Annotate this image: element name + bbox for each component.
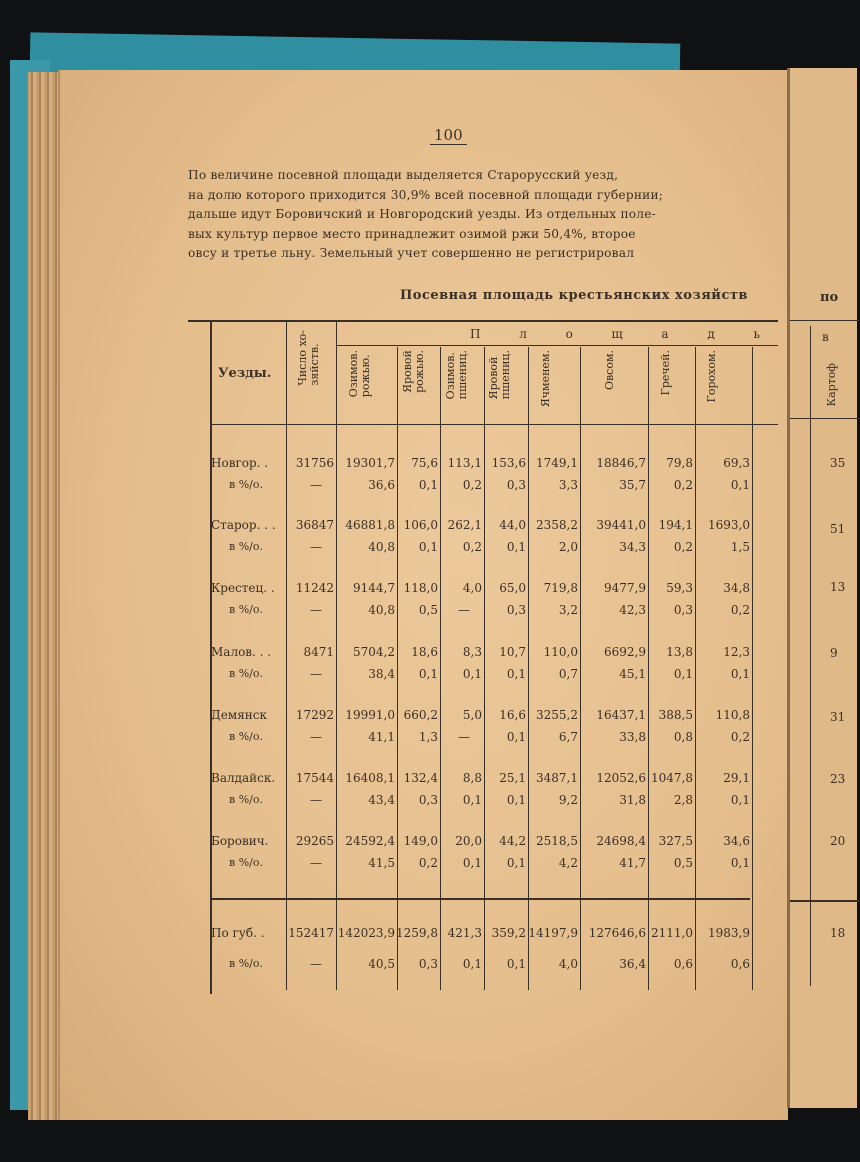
table-cell: 24592,4 — [345, 834, 395, 848]
district-label: Крестец. . — [211, 581, 275, 595]
column-header: Ячменем. — [539, 350, 552, 408]
facing-column-header: Картоф — [825, 363, 838, 407]
percent-cell: 3,3 — [558, 478, 578, 492]
table-cell: 1259,8 — [396, 926, 438, 940]
table-cell: 18,6 — [411, 645, 438, 659]
table-cell: 46881,8 — [345, 518, 395, 532]
percent-cell: 45,1 — [619, 667, 646, 681]
percent-cell: 0,1 — [730, 793, 750, 807]
percent-label: в %/о. — [229, 856, 263, 869]
spanning-letter: ь — [753, 327, 760, 341]
table-cell: 44,0 — [499, 518, 526, 532]
paragraph-line: на долю которого приходится 30,9% всей посевной площади губернии; — [188, 187, 664, 202]
table-cell: 2111,0 — [651, 926, 693, 940]
percent-cell: 3,2 — [558, 603, 578, 617]
percent-cell: 0,1 — [462, 667, 482, 681]
percent-cell: 38,4 — [368, 667, 395, 681]
paragraph-line: По величине посевной площади выделяется Старорусский уезд, — [188, 168, 619, 182]
column-line — [484, 347, 485, 990]
table-cell: 17292 — [295, 708, 334, 722]
table-cell: 34,6 — [723, 834, 750, 848]
percent-cell: 33,8 — [619, 730, 646, 744]
district-label: Новгор. . — [211, 456, 269, 470]
percent-cell: 0,1 — [418, 540, 438, 554]
table-cell: 2518,5 — [536, 834, 578, 848]
facing-page-subheading: в — [822, 330, 833, 344]
table-cell: 13,8 — [666, 645, 693, 659]
percent-cell: — — [310, 730, 322, 744]
facing-value: 23 — [830, 772, 846, 786]
district-label: Валдайск. — [211, 771, 276, 785]
facing-value: 9 — [830, 646, 838, 660]
percent-cell: 41,5 — [368, 856, 395, 870]
percent-cell: 0,1 — [506, 856, 526, 870]
percent-cell: — — [310, 856, 322, 870]
table-cell: 327,5 — [658, 834, 693, 848]
table-top-rule — [188, 320, 778, 322]
percent-cell: 35,7 — [619, 478, 646, 492]
percent-cell: — — [310, 540, 322, 554]
table-cell: 12052,6 — [596, 771, 646, 785]
percent-label: в %/о. — [229, 957, 263, 970]
spanning-letter: о — [565, 327, 573, 341]
percent-cell: 0,1 — [673, 667, 693, 681]
percent-cell: 0,7 — [558, 667, 578, 681]
percent-cell: 0,3 — [418, 793, 438, 807]
page-number: 100 — [430, 126, 467, 145]
table-cell: 39441,0 — [596, 518, 646, 532]
table-cell: 25,1 — [499, 771, 526, 785]
percent-cell: — — [310, 603, 322, 617]
percent-cell: 36,4 — [619, 957, 646, 971]
table-cell: 5704,2 — [353, 645, 395, 659]
table-cell: 127646,6 — [588, 926, 646, 940]
table-cell: 69,3 — [723, 456, 750, 470]
table-cell: 59,3 — [666, 581, 693, 595]
table-cell: 6692,9 — [604, 645, 646, 659]
percent-cell: — — [458, 730, 470, 744]
percent-cell: 0,1 — [506, 667, 526, 681]
percent-cell: 1,5 — [730, 540, 750, 554]
percent-cell: 6,7 — [558, 730, 578, 744]
percent-cell: 0,2 — [673, 540, 693, 554]
facing-page-heading: по — [820, 290, 839, 305]
table-cell: 10,7 — [499, 645, 526, 659]
percent-cell: 0,1 — [506, 957, 526, 971]
percent-cell: 0,6 — [673, 957, 693, 971]
header-bottom-rule — [210, 424, 778, 425]
table-cell: 719,8 — [543, 581, 578, 595]
spanning-header — [470, 327, 760, 341]
spanning-header-rule — [336, 345, 778, 346]
percent-cell: 2,8 — [673, 793, 693, 807]
percent-cell: 0,6 — [730, 957, 750, 971]
spanning-letter: П — [470, 327, 481, 341]
facing-value: 20 — [830, 834, 846, 848]
table-cell: 194,1 — [658, 518, 693, 532]
percent-cell: 36,6 — [368, 478, 395, 492]
column-line — [695, 347, 696, 990]
column-header: Число хо- зяйств. — [296, 330, 321, 386]
table-cell: 4,0 — [462, 581, 482, 595]
spanning-letter: л — [519, 327, 527, 341]
table-cell: 388,5 — [658, 708, 693, 722]
percent-cell: 31,8 — [619, 793, 646, 807]
column-line — [528, 347, 529, 990]
percent-cell: 0,1 — [418, 478, 438, 492]
table-cell: 118,0 — [403, 581, 438, 595]
percent-cell: 41,1 — [368, 730, 395, 744]
column-header: Яровой рожью. — [401, 350, 426, 393]
facing-value: 18 — [830, 926, 846, 940]
table-cell: 132,4 — [403, 771, 438, 785]
percent-label: в %/о. — [229, 793, 263, 806]
percent-cell: 0,1 — [506, 730, 526, 744]
percent-cell: 0,8 — [673, 730, 693, 744]
table-cell: 75,6 — [411, 456, 438, 470]
percent-cell: 0,3 — [506, 478, 526, 492]
column-header: Горохом. — [705, 350, 718, 403]
percent-label: в %/о. — [229, 730, 263, 743]
table-cell: 110,0 — [543, 645, 578, 659]
table-cell: 262,1 — [447, 518, 482, 532]
percent-cell: 0,3 — [673, 603, 693, 617]
column-header: Озимов. рожью. — [347, 350, 372, 398]
percent-cell: 2,0 — [558, 540, 578, 554]
column-line — [336, 322, 337, 990]
column-line — [397, 347, 398, 990]
percent-cell: 40,8 — [368, 540, 395, 554]
paragraph-line: вых культур первое место принадлежит озимой ржи 50,4%, второе — [188, 226, 636, 241]
percent-cell: 0,3 — [506, 603, 526, 617]
percent-label: в %/о. — [229, 603, 263, 616]
table-cell: 8,8 — [462, 771, 482, 785]
table-cell: 29,1 — [723, 771, 750, 785]
percent-cell: 0,1 — [730, 478, 750, 492]
total-label: По губ. . — [211, 926, 265, 940]
table-cell: 29265 — [295, 834, 334, 848]
percent-cell: — — [310, 667, 322, 681]
table-cell: 19301,7 — [345, 456, 395, 470]
column-header: Озимов. пшениц. — [444, 350, 469, 400]
table-cell: 17544 — [295, 771, 334, 785]
table-cell: 660,2 — [403, 708, 438, 722]
percent-cell: 43,4 — [368, 793, 395, 807]
table-cell: 1047,8 — [651, 771, 693, 785]
column-line — [752, 347, 753, 990]
table-cell: 1983,9 — [708, 926, 750, 940]
district-label: Малов. . . — [211, 645, 272, 659]
facing-value: 13 — [830, 580, 846, 594]
percent-cell: 0,1 — [462, 793, 482, 807]
table-cell: 2358,2 — [536, 518, 578, 532]
table-cell: 9477,9 — [604, 581, 646, 595]
table-cell: 3255,2 — [536, 708, 578, 722]
percent-cell: 0,5 — [673, 856, 693, 870]
table-cell: 44,2 — [499, 834, 526, 848]
percent-cell: 0,1 — [730, 856, 750, 870]
percent-cell: 0,1 — [730, 667, 750, 681]
column-header: Яровой пшениц. — [487, 350, 512, 400]
percent-cell: 1,3 — [418, 730, 438, 744]
table-cell: 152417 — [288, 926, 334, 940]
percent-cell: 40,8 — [368, 603, 395, 617]
table-cell: 113,1 — [447, 456, 482, 470]
row-header: Уезды. — [218, 366, 272, 381]
table-cell: 79,8 — [666, 456, 693, 470]
table-cell: 18846,7 — [596, 456, 646, 470]
column-header: Овсом. — [603, 350, 616, 391]
percent-cell: 4,0 — [558, 957, 578, 971]
district-label: Старор. . . — [211, 518, 276, 532]
table-title: Посевная площадь крестьянских хозяйств — [400, 288, 748, 303]
percent-cell: — — [458, 603, 470, 617]
percent-cell: 40,5 — [368, 957, 395, 971]
table-cell: 36847 — [295, 518, 334, 532]
table-cell: 110,8 — [715, 708, 750, 722]
table-cell: 16437,1 — [596, 708, 646, 722]
percent-cell: 41,7 — [619, 856, 646, 870]
percent-label: в %/о. — [229, 540, 263, 553]
facing-value: 35 — [830, 456, 846, 470]
table-cell: 16,6 — [499, 708, 526, 722]
column-line — [440, 347, 441, 990]
district-label: Демянск — [211, 708, 267, 722]
table-cell: 20,0 — [455, 834, 482, 848]
facing-value: 51 — [830, 522, 846, 536]
table-cell: 359,2 — [491, 926, 526, 940]
percent-cell: 34,3 — [619, 540, 646, 554]
table-cell: 8471 — [303, 645, 334, 659]
table-cell: 31756 — [295, 456, 334, 470]
table-cell: 34,8 — [723, 581, 750, 595]
table-cell: 5,0 — [462, 708, 482, 722]
table-cell: 142023,9 — [337, 926, 395, 940]
percent-cell: 9,2 — [558, 793, 578, 807]
percent-cell: 0,1 — [418, 667, 438, 681]
percent-cell: 0,2 — [730, 603, 750, 617]
table-cell: 24698,4 — [596, 834, 646, 848]
percent-cell: 0,2 — [730, 730, 750, 744]
table-cell: 19991,0 — [345, 708, 395, 722]
percent-label: в %/о. — [229, 667, 263, 680]
spanning-letter: щ — [611, 327, 623, 341]
table-cell: 65,0 — [499, 581, 526, 595]
column-line — [648, 347, 649, 990]
percent-cell: — — [310, 478, 322, 492]
paragraph-line: дальше идут Боровичский и Новгородский уезды. Из отдельных поле- — [188, 207, 656, 221]
table-cell: 1693,0 — [708, 518, 750, 532]
column-header: Гречей. — [659, 350, 672, 396]
percent-cell: 0,2 — [673, 478, 693, 492]
table-cell: 3487,1 — [536, 771, 578, 785]
column-line — [580, 347, 581, 990]
total-separator-rule — [210, 898, 750, 900]
percent-cell: 4,2 — [558, 856, 578, 870]
table-cell: 421,3 — [447, 926, 482, 940]
percent-cell: 0,2 — [462, 478, 482, 492]
table-cell: 16408,1 — [345, 771, 395, 785]
table-cell: 1749,1 — [536, 456, 578, 470]
percent-cell: 42,3 — [619, 603, 646, 617]
percent-cell: — — [310, 957, 322, 971]
table-cell: 14197,9 — [528, 926, 578, 940]
table-cell: 149,0 — [403, 834, 438, 848]
table-cell: 11242 — [295, 581, 334, 595]
percent-cell: 0,1 — [462, 957, 482, 971]
table-cell: 9144,7 — [353, 581, 395, 595]
spanning-letter: д — [707, 327, 715, 341]
facing-value: 31 — [830, 710, 846, 724]
table-cell: 153,6 — [491, 456, 526, 470]
percent-cell: 0,1 — [506, 540, 526, 554]
percent-cell: 0,1 — [506, 793, 526, 807]
percent-cell: — — [310, 793, 322, 807]
district-label: Борович. — [211, 834, 269, 848]
table-cell: 106,0 — [403, 518, 438, 532]
percent-cell: 0,5 — [418, 603, 438, 617]
percent-cell: 0,1 — [462, 856, 482, 870]
table-cell: 12,3 — [723, 645, 750, 659]
column-line — [286, 322, 287, 990]
percent-cell: 0,3 — [418, 957, 438, 971]
spanning-letter: а — [661, 327, 669, 341]
percent-cell: 0,2 — [462, 540, 482, 554]
percent-cell: 0,2 — [418, 856, 438, 870]
percent-label: в %/о. — [229, 478, 263, 491]
table-cell: 8,3 — [462, 645, 482, 659]
paragraph-line: овсу и третье льну. Земельный учет совершенно не регистрировал — [188, 246, 635, 260]
